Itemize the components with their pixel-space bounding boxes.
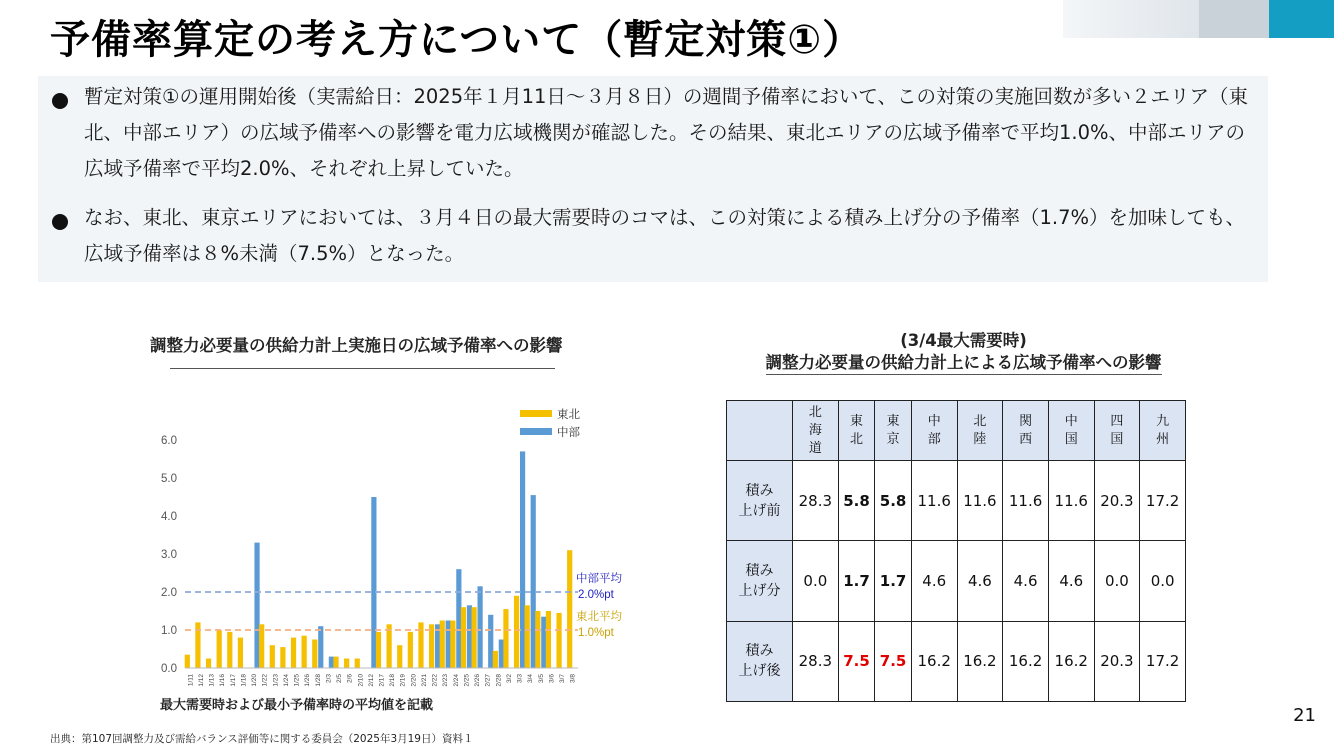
table-row bbox=[727, 461, 1186, 541]
bar-中部 bbox=[446, 621, 451, 669]
bar-中部 bbox=[371, 497, 376, 668]
table-cell: 28.3 bbox=[793, 621, 839, 701]
x-tick-label: 2/19 bbox=[399, 674, 407, 687]
x-tick-label: 2/23 bbox=[442, 674, 450, 687]
bar-東北 bbox=[450, 621, 455, 669]
x-tick-label: 3/2 bbox=[505, 674, 513, 684]
table-header-row bbox=[727, 401, 1186, 461]
chart-title-underline bbox=[170, 368, 555, 369]
bullet-item bbox=[52, 200, 1254, 272]
y-tick-label: 5.0 bbox=[161, 473, 177, 485]
x-tick-label: 2/17 bbox=[378, 674, 386, 687]
column-header: 中 国 bbox=[1048, 401, 1094, 461]
x-tick-label: 3/7 bbox=[559, 674, 567, 684]
x-tick-label: 2/28 bbox=[495, 674, 503, 687]
table-cell: 0.0 bbox=[1140, 541, 1186, 621]
bar-東北 bbox=[514, 596, 519, 668]
x-tick-label: 1/20 bbox=[251, 674, 259, 687]
bar-中部 bbox=[531, 495, 536, 668]
x-tick-label: 1/13 bbox=[208, 674, 216, 687]
column-header: 北 陸 bbox=[957, 401, 1003, 461]
legend-swatch bbox=[520, 428, 552, 435]
legend-label: 中部 bbox=[557, 427, 580, 439]
legend-label: 東北 bbox=[557, 409, 580, 421]
table-cell: 1.7 bbox=[875, 541, 912, 621]
table-cell: 20.3 bbox=[1094, 461, 1140, 541]
table-cell: 7.5 bbox=[838, 621, 875, 701]
table-cell: 16.2 bbox=[911, 621, 957, 701]
column-header: 北 海 道 bbox=[793, 401, 839, 461]
x-tick-label: 2/26 bbox=[474, 674, 482, 687]
bullet-item bbox=[52, 79, 1254, 187]
x-tick-label: 2/12 bbox=[367, 674, 375, 687]
bar-東北 bbox=[280, 647, 285, 668]
bar-中部 bbox=[467, 605, 472, 668]
bar-東北 bbox=[227, 632, 232, 668]
bar-中部 bbox=[456, 569, 461, 668]
bullet-dot-icon bbox=[52, 93, 68, 109]
bar-東北 bbox=[291, 638, 296, 668]
x-tick-label: 2/27 bbox=[484, 674, 492, 687]
column-header: 東 京 bbox=[875, 401, 912, 461]
table-cell: 4.6 bbox=[957, 541, 1003, 621]
x-tick-label: 1/11 bbox=[187, 674, 195, 687]
reference-line-value: 1.0%pt bbox=[578, 627, 614, 639]
x-tick-label: 3/6 bbox=[548, 674, 556, 684]
bar-東北 bbox=[567, 550, 572, 668]
slide-title: 予備率算定の考え方について（暫定対策①） bbox=[50, 17, 864, 63]
bar-中部 bbox=[499, 640, 504, 669]
row-label: 積み 上げ前 bbox=[727, 461, 793, 541]
reserve-margin-bar-chart bbox=[140, 398, 622, 690]
x-tick-label: 2/3 bbox=[325, 674, 333, 684]
bullet-text: なお、東北、東京エリアにおいては、３月４日の最大需要時のコマは、この対策による積み上げ分の予備率（1.7%）を加味しても、広域予備率は８%未満（7.5%）となった。 bbox=[84, 206, 1246, 265]
bar-東北 bbox=[535, 611, 540, 668]
bar-東北 bbox=[344, 659, 349, 669]
x-tick-label: 2/22 bbox=[431, 674, 439, 687]
bar-東北 bbox=[546, 611, 551, 668]
x-tick-label: 1/23 bbox=[272, 674, 280, 687]
table-title-line1: (3/4最大需要時) bbox=[900, 331, 1027, 350]
x-tick-label: 1/28 bbox=[314, 674, 322, 687]
table-cell: 4.6 bbox=[911, 541, 957, 621]
table-title-line2: 調整力必要量の供給力計上による広域予備率への影響 bbox=[766, 352, 1162, 375]
x-tick-label: 1/16 bbox=[219, 674, 227, 687]
header-decoration bbox=[1063, 0, 1334, 38]
x-tick-label: 1/18 bbox=[240, 674, 248, 687]
x-tick-label: 1/24 bbox=[282, 674, 290, 687]
table-corner-cell bbox=[727, 401, 793, 461]
table-cell: 16.2 bbox=[1048, 621, 1094, 701]
bar-東北 bbox=[312, 640, 317, 669]
bar-東北 bbox=[376, 632, 381, 668]
x-tick-label: 1/12 bbox=[197, 674, 205, 687]
bar-東北 bbox=[185, 655, 190, 668]
table-cell: 11.6 bbox=[1048, 461, 1094, 541]
x-tick-label: 2/24 bbox=[452, 674, 460, 687]
reference-line-name: 中部平均 bbox=[576, 573, 622, 585]
legend-swatch bbox=[520, 410, 552, 417]
table-cell: 4.6 bbox=[1003, 541, 1049, 621]
reference-line-value: 2.0%pt bbox=[578, 589, 614, 601]
bullet-dot-icon bbox=[52, 214, 68, 230]
y-tick-label: 3.0 bbox=[161, 549, 177, 561]
row-label: 積み 上げ分 bbox=[727, 541, 793, 621]
table-cell: 17.2 bbox=[1140, 621, 1186, 701]
table-title bbox=[740, 330, 1187, 375]
reserve-table bbox=[726, 400, 1186, 702]
x-tick-label: 2/6 bbox=[346, 674, 354, 684]
bar-東北 bbox=[493, 651, 498, 668]
table-cell: 16.2 bbox=[957, 621, 1003, 701]
bullet-box bbox=[38, 76, 1268, 282]
y-tick-label: 6.0 bbox=[161, 435, 177, 447]
table-cell: 20.3 bbox=[1094, 621, 1140, 701]
bar-中部 bbox=[488, 615, 493, 668]
bar-東北 bbox=[408, 632, 413, 668]
x-tick-label: 2/10 bbox=[357, 674, 365, 687]
x-tick-label: 1/22 bbox=[261, 674, 269, 687]
y-tick-label: 2.0 bbox=[161, 587, 177, 599]
x-tick-label: 2/25 bbox=[463, 674, 471, 687]
x-tick-label: 2/5 bbox=[336, 674, 344, 684]
bar-中部 bbox=[541, 617, 546, 668]
x-tick-label: 2/20 bbox=[410, 674, 418, 687]
table-cell: 1.7 bbox=[838, 541, 875, 621]
chart-title: 調整力必要量の供給力計上実施日の広域予備率への影響 bbox=[150, 336, 563, 355]
bar-中部 bbox=[520, 451, 525, 668]
table-cell: 17.2 bbox=[1140, 461, 1186, 541]
table-cell: 4.6 bbox=[1048, 541, 1094, 621]
bar-東北 bbox=[302, 636, 307, 668]
column-header: 関 西 bbox=[1003, 401, 1049, 461]
bar-東北 bbox=[355, 659, 360, 669]
column-header: 東 北 bbox=[838, 401, 875, 461]
table-cell: 28.3 bbox=[793, 461, 839, 541]
column-header: 中 部 bbox=[911, 401, 957, 461]
table-row bbox=[727, 621, 1186, 701]
bullet-text: 暫定対策①の運用開始後（実需給日：2025年１月11日～３月８日）の週間予備率において、この対策の実施回数が多い２エリア（東北、中部エリア）の広域予備率への影響を電力広域機関が確認した。その結果、東北エリアの広域予備率で平均1.0%、中部エリアの広域予備率で平均2.0%、それぞれ上昇していた。 bbox=[84, 85, 1249, 180]
reference-line-name: 東北平均 bbox=[576, 611, 622, 623]
bar-東北 bbox=[397, 645, 402, 668]
table-cell: 7.5 bbox=[875, 621, 912, 701]
table-cell: 11.6 bbox=[911, 461, 957, 541]
x-tick-label: 2/21 bbox=[420, 674, 428, 687]
table-cell: 5.8 bbox=[838, 461, 875, 541]
bar-東北 bbox=[206, 659, 211, 669]
bar-東北 bbox=[440, 621, 445, 669]
bar-東北 bbox=[333, 657, 338, 668]
y-tick-label: 1.0 bbox=[161, 625, 177, 637]
column-header: 九 州 bbox=[1140, 401, 1186, 461]
bar-中部 bbox=[477, 586, 482, 668]
table-cell: 11.6 bbox=[1003, 461, 1049, 541]
bar-東北 bbox=[461, 607, 466, 668]
x-tick-label: 3/3 bbox=[516, 674, 524, 684]
x-tick-label: 1/25 bbox=[293, 674, 301, 687]
table-cell: 0.0 bbox=[1094, 541, 1140, 621]
x-tick-label: 3/4 bbox=[527, 674, 535, 684]
y-tick-label: 4.0 bbox=[161, 511, 177, 523]
table-cell: 11.6 bbox=[957, 461, 1003, 541]
table-cell: 5.8 bbox=[875, 461, 912, 541]
table-row bbox=[727, 541, 1186, 621]
bar-東北 bbox=[525, 605, 530, 668]
bar-東北 bbox=[238, 638, 243, 668]
bar-東北 bbox=[471, 607, 476, 668]
table-cell: 16.2 bbox=[1003, 621, 1049, 701]
bar-中部 bbox=[329, 657, 334, 668]
column-header: 四 国 bbox=[1094, 401, 1140, 461]
bar-東北 bbox=[556, 613, 561, 668]
bar-中部 bbox=[318, 626, 323, 668]
x-tick-label: 2/18 bbox=[389, 674, 397, 687]
source-note: 出典：第107回調整力及び需給バランス評価等に関する委員会（2025年3月19日）資料１ bbox=[50, 733, 474, 745]
x-tick-label: 3/8 bbox=[569, 674, 577, 684]
bar-東北 bbox=[503, 609, 508, 668]
chart-note: 最大需要時および最小予備率時の平均値を記載 bbox=[160, 698, 434, 713]
bar-東北 bbox=[217, 630, 222, 668]
y-tick-label: 0.0 bbox=[161, 663, 177, 675]
table-cell: 0.0 bbox=[793, 541, 839, 621]
x-tick-label: 1/17 bbox=[229, 674, 237, 687]
x-tick-label: 3/5 bbox=[537, 674, 545, 684]
bar-中部 bbox=[254, 543, 259, 668]
bar-東北 bbox=[270, 645, 275, 668]
x-tick-label: 1/26 bbox=[304, 674, 312, 687]
page-number: 21 bbox=[1293, 705, 1316, 726]
row-label: 積み 上げ後 bbox=[727, 621, 793, 701]
